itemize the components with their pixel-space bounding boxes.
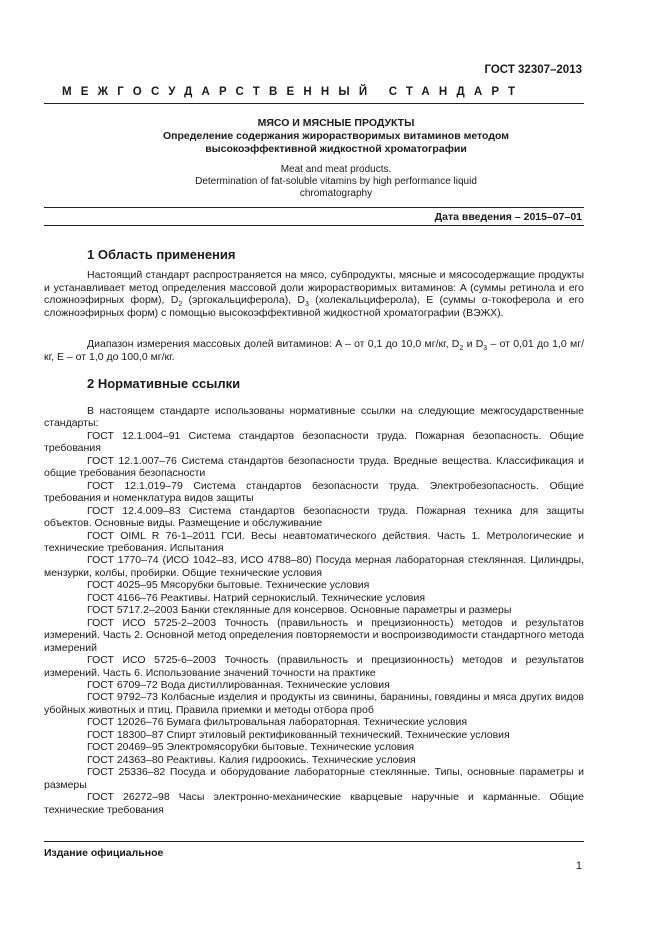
date-divider [44, 225, 584, 226]
title-en-line-3: chromatography [299, 188, 373, 199]
section-2-heading: 2 Нормативные ссылки [87, 376, 241, 391]
reference-item: ГОСТ 5717.2–2003 Банки стеклянные для консервов. Основные параметры и размеры [87, 604, 512, 617]
header-divider [44, 103, 584, 104]
reference-item: ГОСТ 24363–80 Реактивы. Калия гидроокись. Технические условия [87, 753, 416, 766]
reference-item: ГОСТ 12026–76 Бумага фильтровальная лабораторная. Технические условия [87, 716, 468, 729]
page-number: 1 [575, 860, 582, 872]
section-1-heading: 1 Область применения [87, 247, 236, 262]
reference-item: ГОСТ 26272–98 Часы электронно-механические кварцевые наручные и карманные. Общие технические требования [44, 791, 584, 816]
reference-item: ГОСТ 18300–87 Спирт этиловый ректификованный технический. Технические условия [87, 728, 510, 741]
official-edition-label: Издание официальное [44, 847, 164, 859]
title-en-line-1: Meat and meat products. [280, 164, 392, 175]
reference-item: ГОСТ 12.1.007–76 Система стандартов безопасности труда. Вредные вещества. Классификация и общие требования безопасности [44, 454, 584, 480]
gost-number: ГОСТ 32307–2013 [484, 64, 582, 76]
reference-item: ГОСТ 20469–95 Электромясорубки бытовые. Технические условия [87, 741, 415, 754]
reference-item: ГОСТ 12.1.019–79 Система стандартов безопасности труда. Электробезопасность. Общие требования и номенклатура видов защиты [44, 479, 584, 505]
title-ru-line-3: высокоэффективной жидкостной хроматографии [205, 143, 467, 155]
reference-item: ГОСТ 9792–73 Колбасные изделия и продукты из свинины, баранины, говядины и мяса других видов убойных животных и птиц. Правила приемки и методы отбора проб [44, 691, 584, 716]
reference-item: ГОСТ ИСО 5725-6–2003 Точность (правильность и прецизионность) методов и результатов измерений. Часть 6. Использование значений точности на практике [44, 654, 584, 679]
normative-references-list [44, 405, 584, 816]
reference-item: ГОСТ 25336–82 Посуда и оборудование лабораторные стеклянные. Типы, основные параметры и размеры [44, 766, 584, 791]
reference-item: ГОСТ OIML R 76-1–2011 ГСИ. Весы неавтоматического действия. Часть 1. Метрологические и технические требования. Испытания [44, 529, 584, 554]
reference-item: ГОСТ 4025–95 Мясорубки бытовые. Технические условия [87, 579, 370, 592]
footer-divider [44, 841, 584, 842]
reference-item: ГОСТ 12.1.004–91 Система стандартов безопасности труда. Пожарная безопасность. Общие требования [44, 429, 584, 455]
introduction-date: Дата введения – 2015–07–01 [434, 211, 582, 223]
reference-item: ГОСТ 6709–72 Вода дистиллированная. Технические условия [87, 678, 390, 691]
title-ru-line-1: МЯСО И МЯСНЫЕ ПРОДУКТЫ [257, 117, 415, 129]
title-ru-line-2: Определение содержания жирорастворимых витаминов методом [162, 130, 510, 142]
measurement-range-paragraph: Диапазон измерения массовых долей витаминов: A – от 0,1 до 10,0 мг/кг, $D_2$ и $D_3$ – от 0,01 до 1,0 мг/кг, E – от 1,0 до 100,0 мг/кг. [44, 338, 584, 363]
scope-paragraph: Настоящий стандарт распространяется на мясо, субпродукты, мясные и мясосодержащие продукты и устанавливает метод определения массовой доли жирорастворимых витаминов: A (суммы ретинола и его сложноэфирных форм), $D_2$ (эргокальциферола), $D_3$ (холекальциферола), E (суммы α-токоферола и его сложноэфирных форм) с помощью высокоэффективной жидкостной хроматографии (ВЭЖХ). [44, 269, 584, 319]
reference-item: ГОСТ 1770–74 (ИСО 1042–83, ИСО 4788–80) Посуда мерная лабораторная стеклянная. Цилиндры, мензурки, колбы, пробирки. Общие технические условия [44, 554, 584, 579]
title-divider [44, 207, 584, 208]
reference-item: ГОСТ 12.4.009–83 Система стандартов безопасности труда. Пожарная техника для защиты объектов. Основные виды. Размещение и обслуживание [44, 504, 584, 530]
reference-item: ГОСТ ИСО 5725-2–2003 Точность (правильность и прецизионность) методов и результатов измерений. Часть 2. Основной метод определения повторяемости и воспроизводимости стандартного метода измерений [44, 616, 584, 654]
reference-item: ГОСТ 4166–76 Реактивы. Натрий сернокислый. Технические условия [87, 591, 426, 604]
title-en-line-2: Determination of fat-soluble vitamins by high performance liquid [195, 176, 477, 187]
interstate-standard-heading: МЕЖГОСУДАРСТВЕННЫЙ СТАНДАРТ [62, 86, 525, 98]
references-intro: В настоящем стандарте использованы нормативные ссылки на следующие межгосударственные стандарты: [44, 405, 584, 430]
